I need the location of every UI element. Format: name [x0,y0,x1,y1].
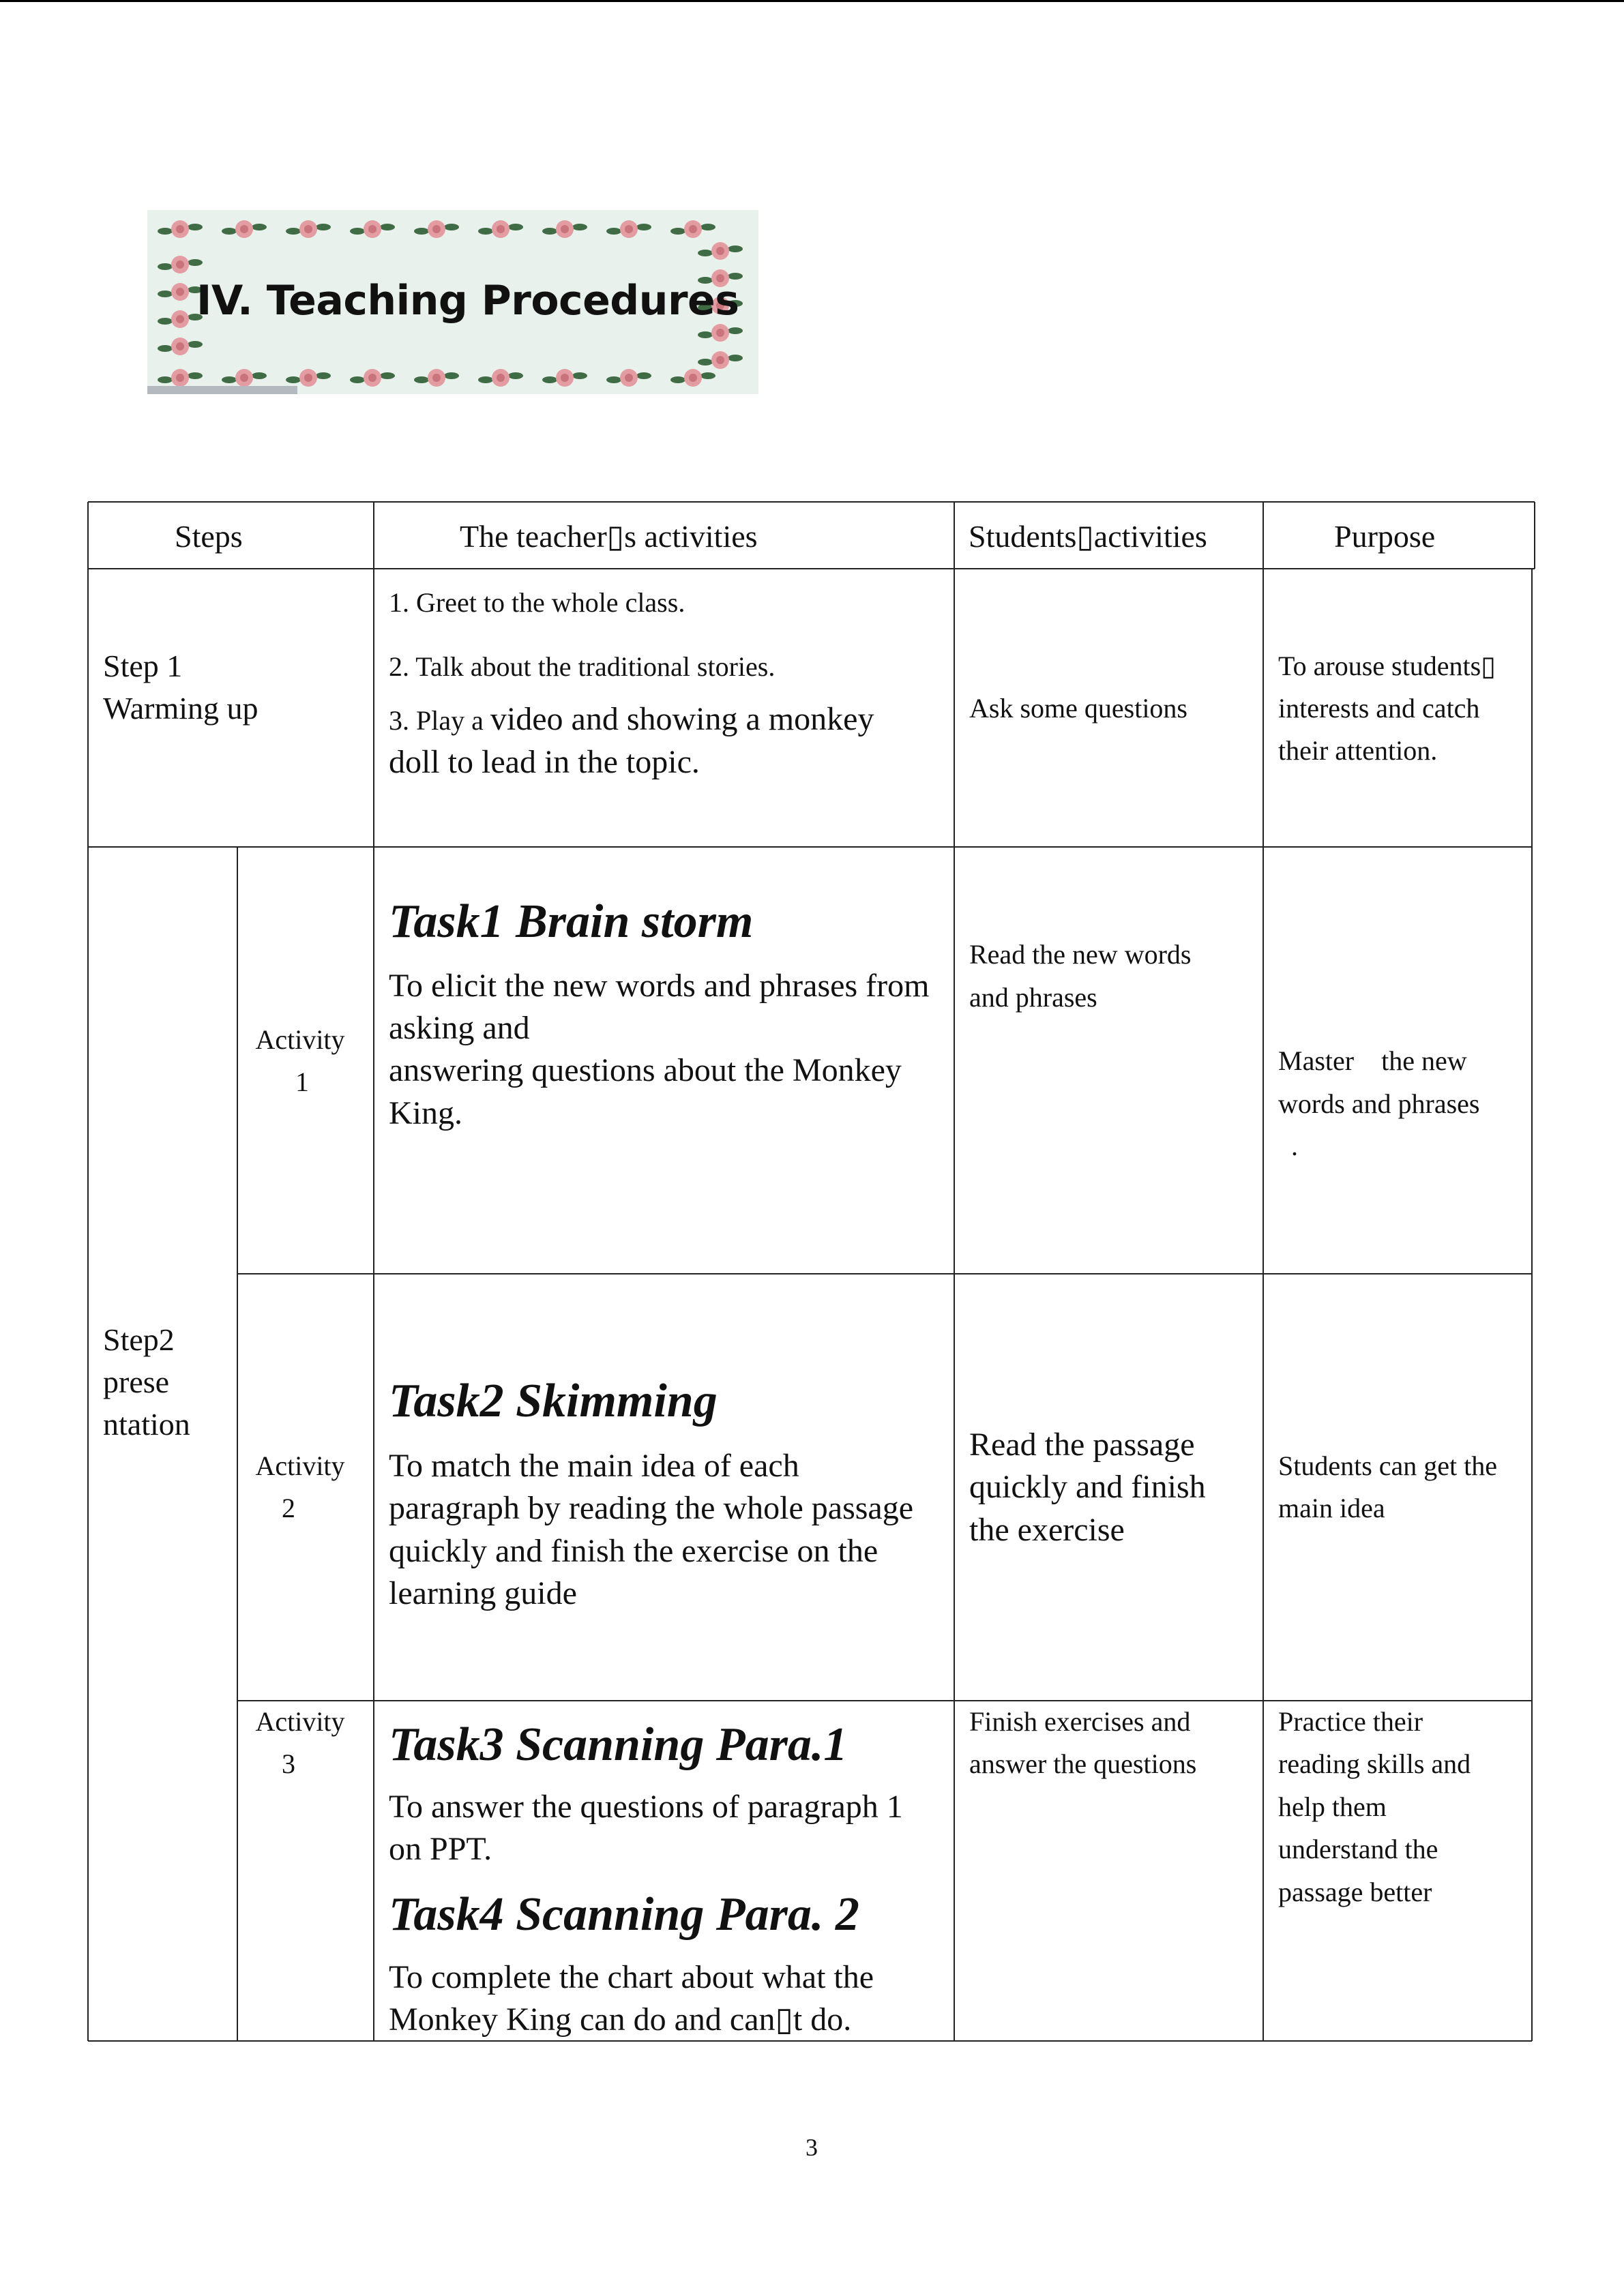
rose-leaf [414,376,429,383]
activity-3-task4-line-1: To complete the chart about what the [389,1959,874,1995]
warmup-purpose-line-2: interests and catch [1278,693,1480,724]
activity-2-task-title: Task2 Skimming [389,1375,718,1427]
presentation-step-label: Step2 [103,1322,175,1357]
rose-core [176,374,184,382]
activity-3-number: 3 [282,1748,295,1779]
activity-3-purpose-line-3: help them [1278,1791,1387,1822]
rose-leaf [606,376,621,383]
activity-1-students-line-1: Read the new words [969,939,1192,970]
rose-leaf [380,224,395,230]
activity-2-number: 2 [282,1493,295,1523]
rose-leaf [252,372,267,379]
rose-leaf [542,376,557,383]
activity-1-task-line-4: King. [389,1095,462,1131]
activity-1-number: 1 [295,1067,309,1097]
presentation-step-name-part-1: prese [103,1365,170,1399]
activity-1-purpose-line-1: Master the new [1278,1045,1467,1076]
activity-1-task-line-2: asking and [389,1010,530,1046]
rose-core [497,374,505,382]
activity-3-purpose-line-5: passage better [1278,1877,1432,1907]
header-students-activities: Students▯activities [969,519,1207,554]
rose-leaf [222,376,237,383]
rose-core [625,374,633,382]
rose-ornament [698,351,743,369]
rose-ornament [286,220,331,238]
rose-core [176,225,184,233]
rose-core [176,315,184,323]
rose-leaf [158,290,173,297]
rose-leaf [572,224,587,230]
header-steps: Steps [175,519,243,554]
rose-ornament [414,369,459,387]
rose-ornament [670,220,715,238]
rose-leaf [158,228,173,235]
presentation-step-name-part-2: ntation [103,1407,190,1442]
rose-core [561,225,569,233]
rose-core [561,374,569,382]
warmup-teacher-item-2: 2. Talk about the traditional stories. [389,651,776,682]
rose-leaf [252,224,267,230]
activity-2-purpose-line-2: main idea [1278,1493,1385,1523]
rose-leaf [700,224,715,230]
rose-leaf [350,228,365,235]
page-top-rule [0,0,1624,2]
header-teacher-activities: The teacher▯s activities [460,519,758,554]
rose-core [716,247,724,255]
rose-ornament [698,324,743,342]
rose-leaf [728,355,743,361]
activity-1-task-title: Task1 Brain storm [389,895,754,948]
activity-2-students-line-1: Read the passage [969,1427,1195,1463]
rose-ornament [670,369,715,387]
rose-leaf [698,250,713,256]
rose-leaf [414,228,429,235]
activity-3-students-line-2: answer the questions [969,1748,1197,1779]
rose-leaf [698,359,713,366]
activity-3-label: Activity [255,1706,345,1737]
activity-3-task4-title: Task4 Scanning Para. 2 [389,1888,859,1941]
page-number: 3 [806,2134,818,2161]
rose-leaf [188,224,203,230]
rose-leaf [222,228,237,235]
rose-core [716,356,724,364]
activity-1-label: Activity [255,1024,345,1055]
rose-core [176,260,184,269]
rose-leaf [478,376,493,383]
activity-1-task-line-3: answering questions about the Monkey [389,1052,902,1088]
banner-caption-strip [147,386,297,394]
activity-3-task-title: Task3 Scanning Para.1 [389,1718,848,1771]
activity-3-purpose-line-2: reading skills and [1278,1748,1471,1779]
rose-leaf [350,376,365,383]
rose-ornament [350,369,395,387]
warmup-step-label: Step 1 [103,648,183,683]
warmup-purpose-line-1: To arouse students▯ [1278,651,1496,681]
activity-3-task-line-1: To answer the questions of paragraph 1 [389,1789,903,1825]
rose-ornament [286,369,331,387]
rose-leaf [316,224,331,230]
rose-leaf [444,224,459,230]
rose-leaf [636,224,651,230]
warmup-students-activity: Ask some questions [969,693,1187,724]
rose-ornament [542,220,587,238]
rose-core [432,225,441,233]
activity-1-purpose-line-3: . [1291,1131,1298,1161]
activity-2-students-line-3: the exercise [969,1512,1125,1548]
rose-ornament [222,220,267,238]
activity-1-task-line-1: To elicit the new words and phrases from [389,968,930,1004]
rose-leaf [158,318,173,325]
rose-ornament [158,256,203,273]
rose-core [304,374,312,382]
activity-2-task-line-1: To match the main idea of each [389,1448,799,1484]
rose-leaf [542,228,557,235]
activity-2-label: Activity [255,1450,345,1481]
activity-3-task4-line-2: Monkey King can do and can▯t do. [389,2001,852,2038]
activity-3-task-line-2: on PPT. [389,1831,492,1867]
rose-core [368,225,377,233]
rose-leaf [636,372,651,379]
rose-core [625,225,633,233]
rose-ornament [350,220,395,238]
rose-leaf [158,376,173,383]
rose-leaf [380,372,395,379]
activity-2-students-line-2: quickly and finish [969,1469,1206,1505]
rose-leaf [700,372,715,379]
warmup-teacher-item-1: 1. Greet to the whole class. [389,587,685,618]
rose-core [176,288,184,296]
rose-leaf [188,259,203,266]
rose-leaf [698,331,713,338]
activity-3-purpose-line-1: Practice their [1278,1706,1423,1737]
rose-leaf [478,228,493,235]
rose-core [176,342,184,351]
section-banner [147,210,758,394]
rose-core [689,225,697,233]
activity-3-students-line-1: Finish exercises and [969,1706,1191,1737]
warmup-step-name: Warming up [103,691,259,726]
rose-core [716,329,724,337]
warmup-teacher-item-3-line2: doll to lead in the topic. [389,744,700,780]
rose-leaf [606,228,621,235]
warmup-teacher-item-3-text: video and showing a monkey [490,701,874,737]
activity-3-purpose-line-4: understand the [1278,1834,1438,1864]
rose-leaf [728,327,743,334]
rose-ornament [158,220,203,238]
rose-ornament [414,220,459,238]
activity-2-task-line-2: paragraph by reading the whole passage [389,1490,914,1526]
rose-core [240,225,248,233]
rose-leaf [158,263,173,270]
rose-leaf [316,372,331,379]
rose-core [689,374,697,382]
rose-ornament [542,369,587,387]
activity-2-task-line-3: quickly and finish the exercise on the [389,1533,879,1569]
rose-core [497,225,505,233]
header-purpose: Purpose [1334,519,1436,554]
rose-ornament [478,220,523,238]
rose-leaf [508,224,523,230]
banner-title: IV. Teaching Procedures [196,277,739,325]
activity-1-purpose-line-2: words and phrases [1278,1088,1480,1119]
rose-ornament [158,338,203,355]
rose-leaf [444,372,459,379]
rose-leaf [572,372,587,379]
rose-leaf [670,376,685,383]
rose-leaf [286,376,301,383]
rose-ornament [478,369,523,387]
activity-2-purpose-line-1: Students can get the [1278,1450,1498,1481]
rose-ornament [158,369,203,387]
rose-leaf [188,372,203,379]
rose-ornament [606,369,651,387]
rose-leaf [286,228,301,235]
rose-leaf [508,372,523,379]
rose-core [368,374,377,382]
warmup-teacher-item-3-prefix: 3. Play a [389,705,490,736]
rose-ornament [698,242,743,260]
activity-2-task-line-4: learning guide [389,1575,577,1611]
rose-core [240,374,248,382]
rose-leaf [158,345,173,352]
rose-leaf [188,341,203,348]
rose-leaf [728,245,743,252]
rose-ornament [606,220,651,238]
rose-core [432,374,441,382]
activity-1-students-line-2: and phrases [969,982,1097,1013]
rose-ornament [222,369,267,387]
rose-core [304,225,312,233]
rose-leaf [670,228,685,235]
warmup-purpose-line-3: their attention. [1278,735,1438,766]
